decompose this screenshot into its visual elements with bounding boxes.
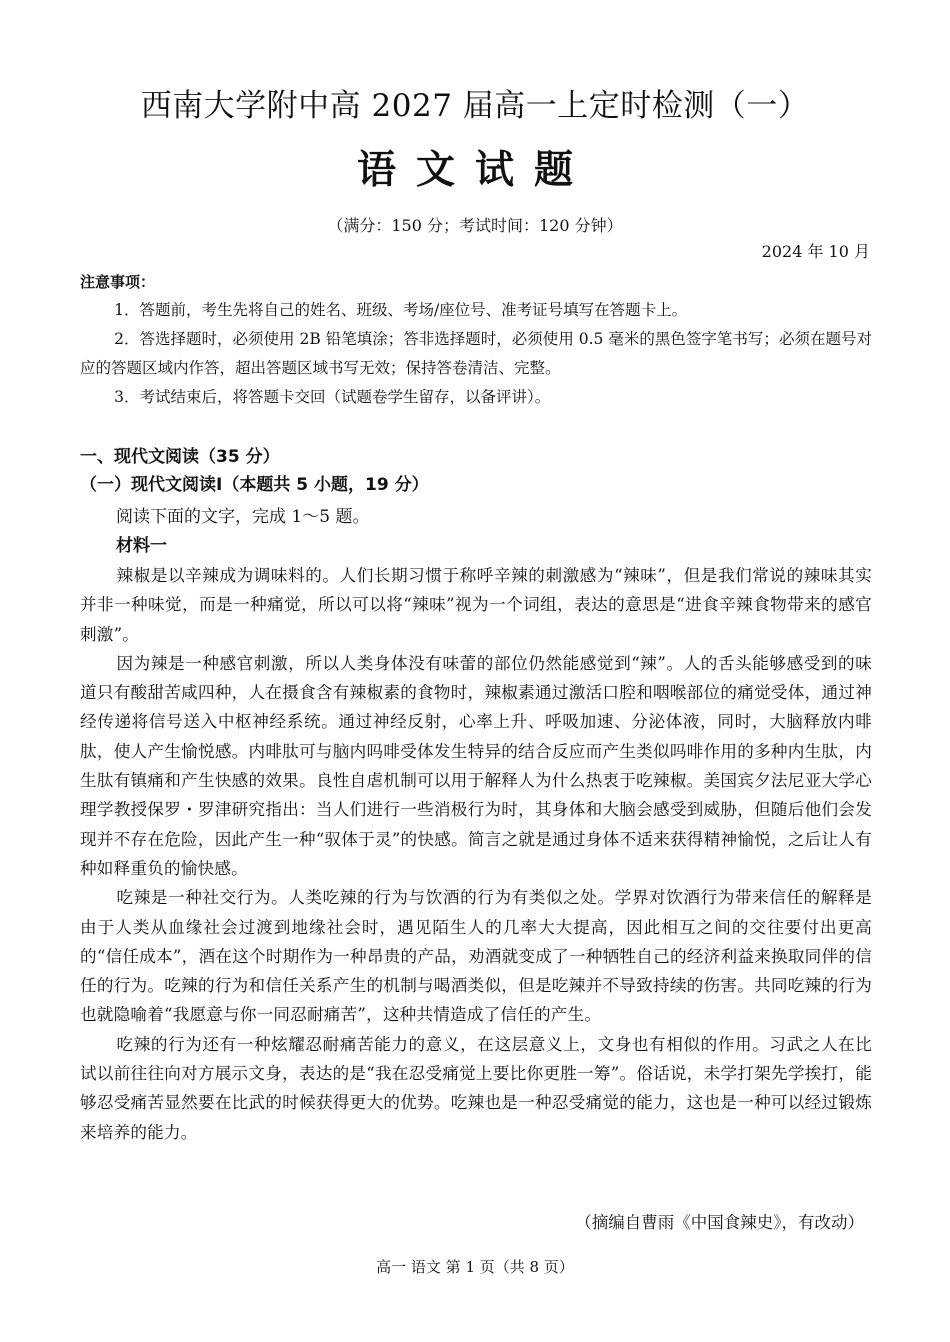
notes-list bbox=[80, 296, 872, 412]
subsection-heading: （一）现代文阅读Ⅰ（本题共 5 小题，19 分） bbox=[80, 475, 429, 495]
note-item: 3．考试结束后，将答题卡交回（试题卷学生留存，以备评讲）。 bbox=[114, 388, 551, 406]
score-time-info: （满分：150 分；考试时间：120 分钟） bbox=[327, 216, 623, 235]
paragraph: 因为辣是一种感官刺激，所以人类身体没有味蕾的部位仍然能感觉到“辣”。人的舌头能够感受到的味道只有酸甜苦咸四种，人在摄食含有辣椒素的食物时，辣椒素通过激活口腔和咽喉部位的痛觉受体，通过神经传递将信号送入中枢神经系统。通过神经反射，心率上升、呼吸加速、分泌体液，同时，大脑释放内啡肽，使人产生愉悦感。内啡肽可与脑内吗啡受体发生特异的结合反应而产生类似吗啡作用的多种内生肽，内生肽有镇痛和产生快感的效果。良性自虐机制可以用于解释人为什么热衷于吃辣椒。美国宾夕法尼亚大学心理学教授保罗・罗津研究指出：当人们进行一些消极行为时，其身体和大脑会感受到威胁，但随后他们会发现并不存在危险，因此产生一种“驭体于灵”的快感。简言之就是通过身体不适来获得精神愉悦，之后让人有种如释重负的愉快感。 bbox=[80, 653, 872, 878]
reading-instruction: 阅读下面的文字，完成 1～5 题。 bbox=[116, 507, 370, 527]
section-heading: 一、现代文阅读（35 分） bbox=[80, 447, 280, 467]
page-footer: 高一 语文 第 1 页（共 8 页） bbox=[376, 1258, 574, 1276]
paragraph: 吃辣是一种社交行为。人类吃辣的行为与饮酒的行为有类似之处。学界对饮酒行为带来信任的解释是由于人类从血缘社会过渡到地缘社会时，遇见陌生人的几率大大提高，因此相互之间的交往要付出更高的“信任成本”，酒在这个时期作为一种昂贵的产品，劝酒就变成了一种牺牲自己的经济利益来换取同伴的信任的行为。吃辣的行为和信任关系产生的机制与喝酒类似，但是吃辣并不导致持续的伤害。共同吃辣的行为也就隐喻着“我愿意与你一同忍耐痛苦”，这种共情造成了信任的产生。 bbox=[80, 888, 872, 1025]
material-body bbox=[80, 561, 872, 1147]
exam-title: 西南大学附中高 2027 届高一上定时检测（一） bbox=[140, 88, 810, 124]
paragraph: 辣椒是以辛辣成为调味料的。人们长期习惯于称呼辛辣的刺激感为“辣味”，但是我们常说的辣味其实并非一种味觉，而是一种痛觉，所以可以将“辣味”视为一个词组，表达的意思是“进食辛辣食物带来的感官刺激”。 bbox=[80, 566, 872, 644]
note-item: 1．答题前，考生先将自己的姓名、班级、考场/座位号、准考证号填写在答题卡上。 bbox=[114, 301, 688, 319]
note-item: 2．答选择题时，必须使用 2B 铅笔填涂；答非选择题时，必须使用 0.5 毫米的黑色签字笔书写；必须在题号对应的答题区域内作答，超出答题区域书写无效；保持答卷清洁、完整。 bbox=[80, 330, 872, 377]
subject-title: 语文试题 bbox=[356, 148, 593, 193]
material-title: 材料一 bbox=[116, 536, 167, 556]
source-citation: （摘编自曹雨《中国食辣史》，有改动） bbox=[575, 1213, 864, 1232]
exam-date: 2024 年 10 月 bbox=[761, 242, 870, 261]
paragraph: 吃辣的行为还有一种炫耀忍耐痛苦能力的意义，在这层意义上，文身也有相似的作用。习武之人在比试以前往往向对方展示文身，表达的是“我在忍受痛觉上要比你更胜一筹”。俗话说，未学打架先学挨打，能够忍受痛苦显然要在比武的时候获得更大的优势。吃辣也是一种忍受痛觉的能力，这也是一种可以经过锻炼来培养的能力。 bbox=[80, 1034, 872, 1142]
notes-heading: 注意事项： bbox=[80, 273, 156, 291]
